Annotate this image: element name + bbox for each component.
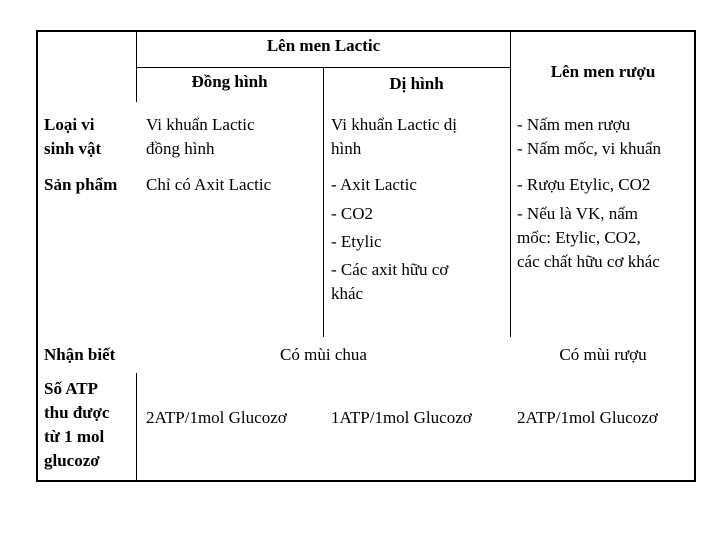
cell-atp-alcohol: 2ATP/1mol Glucozơ: [517, 408, 658, 427]
cell-organism-alcohol: - Nấm men rượu - Nấm mốc, vi khuẩn: [517, 115, 661, 158]
cell-recognition-lactic: Có mùi chua: [280, 345, 367, 364]
cell-product-hetero: - Axit Lactic - CO2 - Etylic - Các axit hữu cơ khác: [331, 175, 449, 303]
cell-recognition-alcohol: Có mùi rượu: [559, 345, 647, 364]
row-label-recognition: Nhận biết: [44, 345, 116, 364]
divider-col-2: [323, 67, 324, 337]
cell-atp-homo: 2ATP/1mol Glucozơ: [146, 408, 287, 427]
cell-organism-hetero: Vi khuẩn Lactic dị hình: [331, 115, 457, 158]
header-homofermentative: Đồng hình: [191, 72, 268, 91]
header-alcohol-fermentation: Lên men rượu: [550, 62, 656, 81]
row-label-organism: Loại vi sinh vật: [44, 115, 102, 158]
divider-header-sub: [136, 67, 511, 68]
header-lactic-fermentation: Lên men Lactic: [266, 36, 381, 55]
cell-product-homo: Chỉ có Axit Lactic: [146, 175, 272, 194]
cell-product-alcohol: - Rượu Etylic, CO2 - Nếu là VK, nấm mốc: Etylic, CO2, các chất hữu cơ khác: [517, 175, 660, 271]
cell-atp-hetero: 1ATP/1mol Glucozơ: [331, 408, 472, 427]
row-label-atp: Số ATP thu được từ 1 mol glucozơ: [44, 379, 110, 470]
row-label-product: Sản phẩm: [44, 175, 118, 194]
divider-col-1-bottom: [136, 373, 137, 482]
cell-organism-homo: Vi khuẩn Lactic đồng hình: [146, 115, 255, 158]
header-heterofermentative: Dị hình: [389, 74, 444, 93]
